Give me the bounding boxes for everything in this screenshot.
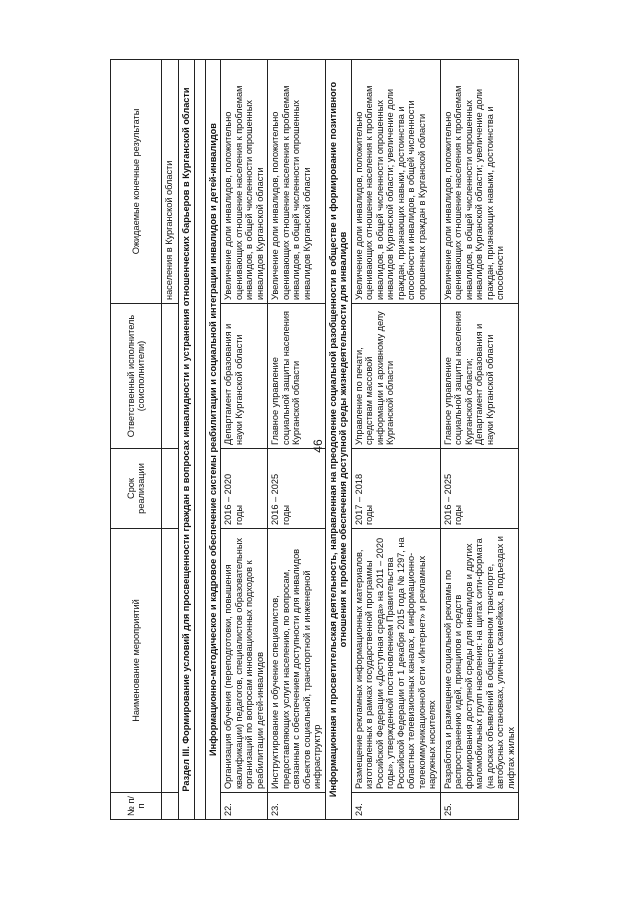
carryover-empty-4 (162, 304, 179, 449)
section-title-row (179, 60, 195, 820)
carryover-empty-2 (162, 529, 179, 793)
subsection-2-row (325, 60, 351, 820)
row-num: 24. (351, 793, 440, 820)
table-row (268, 60, 326, 820)
header-result: Ожидаемые конечные результаты (111, 60, 162, 304)
row-num: 25. (440, 793, 519, 820)
section-title: Раздел III. Формирование условий для просвещенности граждан в вопросах инвалидности и устранения отношенческих барьеров в Курганской области (179, 60, 195, 820)
row-result: Увеличение доли инвалидов, положительно оценивающих отношение населения к проблемам инвалидов, в общей численности опрошенных инвалидов Курганской области (268, 60, 326, 304)
row-name: Разработка и размещение социальной рекламы по распространению идей, принципов и средств формирования доступной среды для инвалидов и других маломобильных групп населения: на щитах сити-формата (на досках объявлений в общественном транспорте, автобусных остановках, уличных скамейках, в подъездах и лифтах жилых (440, 529, 519, 793)
carryover-empty-1 (162, 793, 179, 820)
row-name: Организация обучения (переподготовки, повышения квалификации) педагогов, специалистов образовательных организаций по вопросам инновационных подходов к реабилитации детей-инвалидов (221, 529, 268, 793)
table-row (351, 60, 440, 820)
row-num: 22. (221, 793, 268, 820)
row-period: 2016 – 2025 годы (440, 449, 519, 529)
row-result: Увеличение доли инвалидов, положительно оценивающих отношение населения к проблемам инвалидов, в общей численности опрошенных инвалидов Курганской области; увеличение доли граждан, признающих навыки, достоинства и способности инвалидов, в общей численности опрошенных граждан в Курганской области (351, 60, 440, 304)
row-result: Увеличение доли инвалидов, положительно оценивающих отношение населения к проблемам инвалидов, в общей численности опрошенных инвалидов Курганской области; увеличение доли граждан, признающих навыки, достоинства и способности (440, 60, 519, 304)
header-period: Срок реализации (111, 449, 162, 529)
row-period: 2016 – 2020 годы (221, 449, 268, 529)
row-executor: Департамент образования и науки Курганской области (221, 304, 268, 449)
rotated-table-container (110, 60, 630, 820)
row-period: 2016 – 2025 годы (268, 449, 326, 529)
measures-table (110, 59, 519, 820)
header-num: № п/п (111, 793, 162, 820)
table-row (440, 60, 519, 820)
subsection-2-title: Информационная и просветительская деятельность, направленная на преодоление социальной разобщенности в обществе и формирование позитивного отношения к проблеме обеспечения доступной среды жизнедеятельности для инвалидов (325, 60, 351, 820)
header-name: Наименование мероприятий (111, 529, 162, 793)
row-executor: Главное управление социальной защиты населения Курганской области; Департамент образования и науки Курганской области (440, 304, 519, 449)
row-executor: Главное управление социальной защиты населения Курганской области (268, 304, 326, 449)
page-number: 46 (311, 439, 325, 453)
row-executor: Управление по печати, средствам массовой информации и архивному делу Курганской области (351, 304, 440, 449)
row-name: Инструктирование и обучение специалистов, предоставляющих услуги населению, по вопросам, связанным с обеспечением доступности для инвалидов объектов социальной, транспортной и инженерной инфраструктур (268, 529, 326, 793)
row-result: Увеличение доли инвалидов, положительно оценивающих отношение населения к проблемам инвалидов, в общей численности опрошенных инвалидов Курганской области (221, 60, 268, 304)
carryover-row (162, 60, 179, 820)
section-spacer (194, 60, 205, 820)
row-num: 23. (268, 793, 326, 820)
row-period: 2017 – 2018 годы (351, 449, 440, 529)
subsection-1-title: Информационно-методическое и кадровое обеспечение системы реабилитации и социальной интеграции инвалидов и детей-инвалидов (205, 60, 221, 820)
carryover-result: населения в Курганской области (162, 60, 179, 304)
table-row (221, 60, 268, 820)
row-name: Размещение рекламных информационных материалов, изготовленных в рамках государственной программы Российской Федерации «Доступная среда» на 2011 – 2020 годы», утвержденной постановлением Правительства Российской Федерации от 1 декабря 2015 года № 1297, на областных телевизионных каналах, в информационно-телекоммуникационной сети «Интернет» и рекламных наружных носителях (351, 529, 440, 793)
section-spacer-row (194, 60, 205, 820)
table-header-row (111, 60, 162, 820)
header-executor: Ответственный исполнитель (соисполнители) (111, 304, 162, 449)
subsection-1-row (205, 60, 221, 820)
carryover-empty-3 (162, 449, 179, 529)
